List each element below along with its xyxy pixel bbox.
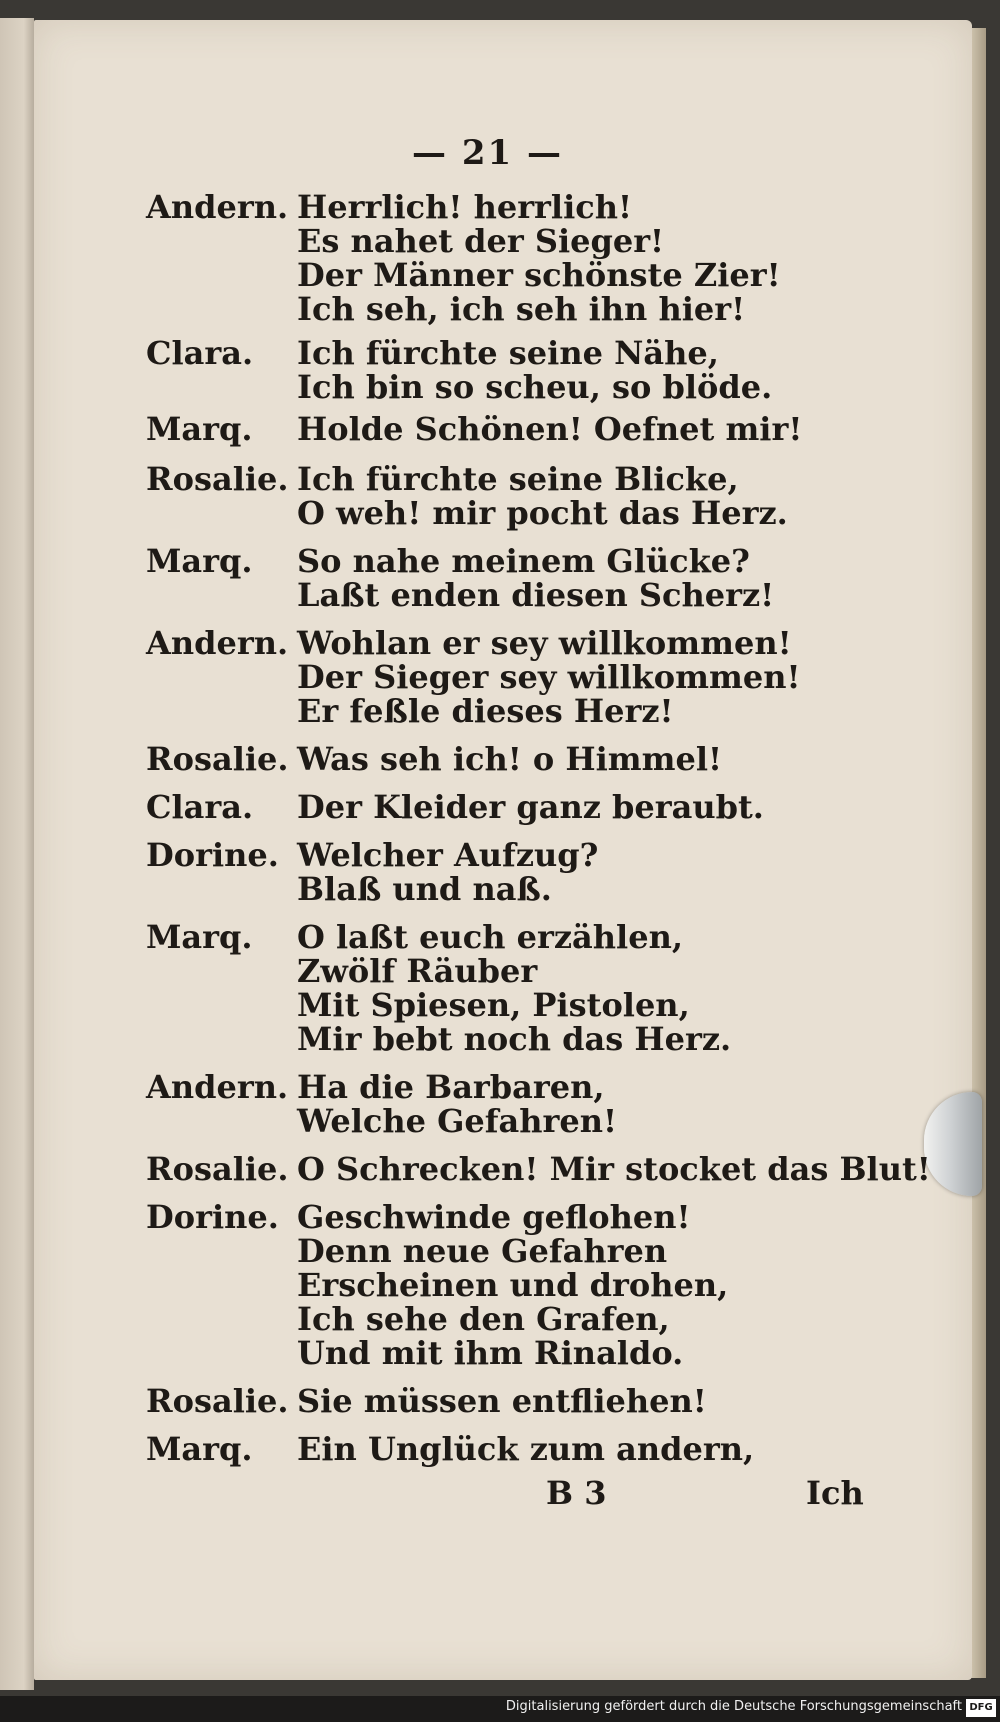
catchword: Ich (806, 1474, 864, 1512)
speaker-label: Marq. (146, 918, 253, 956)
speaker-label: Rosalie. (146, 740, 289, 778)
verse-line: O Schrecken! Mir stocket das Blut! (297, 1150, 931, 1188)
verse-line: Und mit ihm Rinaldo. (297, 1334, 684, 1372)
footer-bar (0, 1696, 1000, 1722)
verse-line: O weh! mir pocht das Herz. (297, 494, 788, 532)
speaker-label: Rosalie. (146, 460, 289, 498)
previous-page-edge (0, 18, 34, 1690)
speaker-label: Andern. (146, 188, 289, 226)
speaker-label: Andern. (146, 1068, 289, 1106)
page-number-header: — 21 — (412, 133, 563, 173)
speaker-label: Marq. (146, 1430, 253, 1468)
speaker-label: Dorine. (146, 836, 279, 874)
verse-line: Der Kleider ganz beraubt. (297, 788, 764, 826)
verse-line: Herrlich! herrlich! (297, 188, 633, 226)
verse-line: Blaß und naß. (297, 870, 552, 908)
speaker-label: Marq. (146, 410, 253, 448)
speaker-label: Andern. (146, 624, 289, 662)
verse-line: Holde Schönen! Oefnet mir! (297, 410, 803, 448)
verse-line: Ha die Barbaren, (297, 1068, 605, 1106)
verse-line: Denn neue Gefahren (297, 1232, 668, 1270)
signature-mark: B 3 (546, 1474, 607, 1512)
verse-line: Der Sieger sey willkommen! (297, 658, 801, 696)
verse-line: So nahe meinem Glücke? (297, 542, 750, 580)
verse-line: Er feßle dieses Herz! (297, 692, 674, 730)
verse-line: Zwölf Räuber (297, 952, 538, 990)
speaker-label: Clara. (146, 788, 254, 826)
speaker-label: Rosalie. (146, 1382, 289, 1420)
verse-line: Mit Spiesen, Pistolen, (297, 986, 690, 1024)
verse-line: Welcher Aufzug? (297, 836, 599, 874)
verse-line: Es nahet der Sieger! (297, 222, 665, 260)
verse-line: Laßt enden diesen Scherz! (297, 576, 775, 614)
verse-line: Erscheinen und drohen, (297, 1266, 729, 1304)
verse-line: Der Männer schönste Zier! (297, 256, 781, 294)
verse-line: Was seh ich! o Himmel! (297, 740, 723, 778)
speaker-label: Rosalie. (146, 1150, 289, 1188)
verse-line: Wohlan er sey willkommen! (297, 624, 792, 662)
dfg-logo: DFG (966, 1699, 996, 1717)
verse-line: Ich seh, ich seh ihn hier! (297, 290, 746, 328)
speaker-label: Dorine. (146, 1198, 279, 1236)
verse-line: Geschwinde geflohen! (297, 1198, 691, 1236)
verse-line: Ich sehe den Grafen, (297, 1300, 670, 1338)
speaker-label: Clara. (146, 334, 254, 372)
verse-line: Ich bin so scheu, so blöde. (297, 368, 773, 406)
speaker-label: Marq. (146, 542, 253, 580)
verse-line: Ich fürchte seine Blicke, (297, 460, 739, 498)
funding-credit: Digitalisierung gefördert durch die Deutsche Forschungsgemeinschaft (505, 1699, 962, 1714)
verse-line: Sie müssen entfliehen! (297, 1382, 707, 1420)
verse-line: Mir bebt noch das Herz. (297, 1020, 732, 1058)
verse-line: O laßt euch erzählen, (297, 918, 683, 956)
verse-line: Ein Unglück zum andern, (297, 1430, 755, 1468)
verse-line: Ich fürchte seine Nähe, (297, 334, 719, 372)
verse-line: Welche Gefahren! (297, 1102, 618, 1140)
